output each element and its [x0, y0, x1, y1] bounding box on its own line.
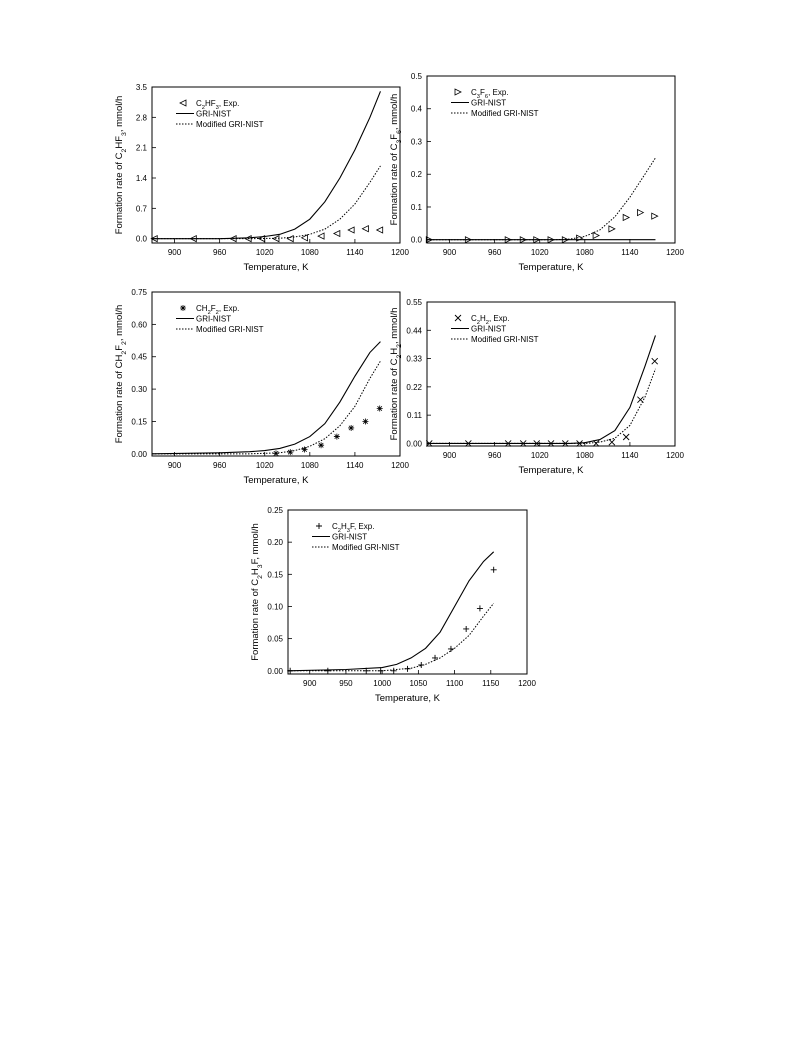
- data-point: [623, 434, 629, 440]
- data-point: [491, 567, 497, 573]
- subscript: 3: [215, 105, 219, 111]
- text-run: C: [471, 88, 477, 97]
- chart-panel-2: [389, 72, 684, 273]
- legend-marker: [455, 89, 461, 95]
- legend-label: Modified GRI-NIST: [196, 120, 264, 129]
- text-run: , Exp.: [488, 88, 509, 97]
- x-tick-label: 1020: [255, 461, 274, 470]
- y-tick-label: 2.1: [135, 143, 147, 153]
- legend: [176, 99, 264, 129]
- y-tick-label: 0.30: [131, 385, 147, 395]
- legend-label: Modified GRI-NIST: [471, 109, 539, 118]
- series-line-modified-gri-nist: [427, 369, 655, 444]
- x-tick-label: 1080: [575, 451, 594, 460]
- subscript: 2: [215, 310, 219, 316]
- text-run: F: [210, 304, 216, 313]
- x-tick-label: 1080: [575, 248, 594, 257]
- x-tick-label: 1140: [621, 451, 639, 460]
- subscript: 6: [484, 94, 489, 100]
- x-tick-label: 1140: [346, 248, 364, 257]
- x-tick-label: 1100: [445, 679, 464, 688]
- text-run: HF: [114, 135, 125, 149]
- series-line-modified-gri-nist: [152, 166, 380, 239]
- text-run: , mmol/h: [389, 93, 400, 131]
- text-run: HF: [204, 99, 216, 108]
- series-line-modified-gri-nist: [288, 603, 494, 671]
- text-run: H: [250, 568, 261, 576]
- text-run: Formation rate of C: [250, 578, 261, 661]
- x-tick-label: 1140: [346, 461, 364, 470]
- data-point: [432, 655, 438, 661]
- y-tick-label: 1.4: [135, 174, 147, 183]
- data-point: [287, 236, 293, 242]
- text-run: F: [479, 88, 485, 97]
- text-run: CH: [196, 304, 208, 313]
- text-run: , Exp.: [488, 314, 510, 323]
- series-line-gri-nist: [152, 342, 380, 454]
- subscript: 3: [395, 139, 403, 144]
- data-point: [318, 442, 324, 448]
- text-run: C: [471, 314, 477, 323]
- y-tick-label: 0.75: [131, 288, 147, 297]
- data-point: [318, 233, 324, 239]
- text-run: , Exp.: [218, 99, 240, 108]
- x-tick-label: 1200: [666, 248, 684, 257]
- y-tick-label: 0.11: [407, 411, 422, 421]
- data-point: [637, 210, 643, 216]
- data-point: [463, 626, 469, 632]
- data-point: [652, 358, 658, 364]
- chart-panel-4: [389, 298, 684, 476]
- y-tick-label: 0.20: [267, 538, 283, 548]
- series-line-gri-nist: [288, 552, 494, 671]
- plot-frame: [152, 87, 400, 243]
- x-tick-label: 960: [212, 248, 227, 257]
- y-tick-label: 0.25: [267, 506, 283, 515]
- x-tick-label: 950: [339, 679, 353, 688]
- y-tick-label: 0.00: [131, 449, 147, 459]
- plot-frame: [152, 292, 400, 456]
- data-point: [348, 425, 354, 431]
- data-point: [377, 227, 383, 233]
- subscript: 2: [476, 320, 480, 326]
- text-run: C: [196, 99, 202, 108]
- y-tick-label: 0.22: [406, 382, 422, 392]
- text-run: H: [479, 314, 486, 323]
- legend: [176, 304, 264, 334]
- text-run: F, Exp.: [349, 522, 375, 531]
- x-tick-label: 960: [487, 248, 502, 257]
- subscript: 2: [120, 350, 128, 355]
- plot-frame: [427, 76, 675, 243]
- text-run: Formation rate of C: [389, 358, 400, 441]
- subscript: 2: [395, 354, 403, 359]
- subscript: 2: [120, 148, 128, 153]
- x-axis-label: Temperature, K: [243, 262, 309, 273]
- legend-label: Modified GRI-NIST: [196, 325, 264, 334]
- legend-marker: [180, 305, 186, 311]
- text-run: , mmol/h: [389, 307, 400, 345]
- data-point: [334, 434, 340, 440]
- text-run: H: [340, 522, 347, 531]
- data-point: [377, 406, 383, 412]
- x-tick-label: 1200: [666, 451, 684, 460]
- subscript: 2: [201, 105, 205, 111]
- subscript: 3: [476, 94, 480, 100]
- x-tick-label: 900: [167, 248, 182, 257]
- x-tick-label: 1020: [530, 451, 549, 460]
- text-run: Formation rate of C: [114, 152, 125, 235]
- y-tick-label: 0.7: [135, 204, 147, 214]
- x-tick-label: 1150: [482, 679, 500, 688]
- y-tick-label: 0.15: [131, 417, 147, 427]
- data-point: [448, 646, 454, 652]
- text-run: , Exp.: [218, 304, 240, 313]
- data-point: [287, 449, 293, 455]
- text-run: , mmol/h: [114, 304, 125, 342]
- x-tick-label: 900: [303, 679, 317, 688]
- series-line-modified-gri-nist: [427, 158, 655, 240]
- x-tick-label: 1080: [300, 248, 319, 257]
- legend-marker: [455, 315, 461, 321]
- data-point: [623, 214, 629, 220]
- legend-label: Modified GRI-NIST: [332, 543, 400, 552]
- y-tick-label: 0.5: [410, 72, 422, 81]
- x-axis-label: Temperature, K: [243, 475, 309, 486]
- series-line-gri-nist: [427, 335, 655, 443]
- chart-panel-1: [114, 83, 409, 273]
- x-tick-label: 960: [212, 461, 227, 470]
- x-tick-label: 1080: [300, 461, 319, 470]
- y-tick-label: 0.45: [131, 352, 147, 362]
- y-tick-label: 2.8: [135, 113, 147, 123]
- legend-marker: [180, 100, 186, 106]
- text-run: Formation rate of CH: [114, 354, 125, 444]
- data-point: [273, 450, 279, 456]
- y-tick-label: 0.00: [267, 666, 283, 676]
- y-tick-label: 0.00: [406, 439, 422, 449]
- data-point: [477, 605, 483, 611]
- y-tick-label: 0.3: [410, 137, 422, 147]
- y-tick-label: 0.33: [406, 354, 422, 364]
- data-point: [391, 668, 397, 674]
- subscript: 2: [395, 344, 403, 348]
- data-point: [593, 232, 599, 238]
- series-line-modified-gri-nist: [152, 361, 380, 454]
- legend-label: GRI-NIST: [471, 324, 507, 334]
- data-point: [652, 213, 658, 219]
- x-tick-label: 1050: [409, 679, 428, 688]
- legend-label: GRI-NIST: [332, 532, 368, 542]
- subscript: 6: [395, 130, 403, 134]
- x-tick-label: 900: [442, 248, 457, 257]
- y-tick-label: 0.15: [267, 570, 283, 580]
- data-point: [334, 230, 340, 236]
- data-point: [362, 418, 368, 424]
- y-tick-label: 0.1: [410, 202, 422, 212]
- legend-label: GRI-NIST: [196, 314, 232, 324]
- x-tick-label: 1020: [530, 248, 549, 257]
- y-tick-label: 0.4: [410, 104, 422, 114]
- subscript: 3: [256, 564, 264, 569]
- x-axis-label: Temperature, K: [518, 262, 584, 273]
- text-run: Formation rate of C: [389, 143, 400, 226]
- text-run: F: [389, 133, 400, 140]
- text-run: F, mmol/h: [250, 523, 261, 565]
- data-point: [609, 226, 615, 232]
- y-tick-label: 3.5: [135, 83, 147, 92]
- x-tick-label: 1000: [373, 679, 392, 688]
- y-tick-label: 0.60: [131, 320, 147, 330]
- y-tick-label: 0.2: [410, 170, 422, 180]
- x-tick-label: 1200: [391, 461, 409, 470]
- y-tick-label: 0.0: [135, 234, 147, 244]
- legend-label: GRI-NIST: [471, 98, 507, 108]
- chart-panel-5: [250, 506, 536, 704]
- x-tick-label: 1200: [518, 679, 536, 688]
- x-tick-label: 1020: [255, 248, 274, 257]
- y-tick-label: 0.05: [267, 634, 283, 644]
- text-run: C: [332, 522, 338, 531]
- y-axis-label: [114, 96, 128, 235]
- x-tick-label: 900: [442, 451, 457, 460]
- legend-label: Modified GRI-NIST: [471, 335, 539, 344]
- subscript: 2: [485, 320, 489, 326]
- x-tick-label: 960: [487, 451, 502, 460]
- subscript: 3: [120, 132, 128, 136]
- subscript: 2: [256, 575, 264, 579]
- subscript: 2: [207, 310, 211, 316]
- y-tick-label: 0.0: [410, 235, 422, 245]
- text-run: H: [389, 347, 400, 355]
- y-tick-label: 0.10: [267, 602, 283, 612]
- data-point: [348, 227, 354, 233]
- y-tick-label: 0.44: [406, 326, 422, 336]
- y-tick-label: 0.55: [406, 298, 422, 307]
- text-run: F: [114, 344, 125, 351]
- plot-frame: [427, 302, 675, 446]
- y-axis-label: [114, 305, 128, 444]
- x-axis-label: Temperature, K: [375, 693, 440, 704]
- y-axis-label: [250, 523, 264, 661]
- chart-panel-3: [114, 288, 409, 486]
- legend-marker: [316, 523, 322, 529]
- legend: [451, 88, 539, 118]
- x-axis-label: Temperature, K: [518, 465, 584, 476]
- legend: [451, 314, 539, 344]
- subscript: 3: [346, 528, 350, 534]
- subscript: 2: [120, 341, 128, 345]
- x-tick-label: 1200: [391, 248, 409, 257]
- text-run: , mmol/h: [114, 95, 125, 133]
- x-tick-label: 900: [167, 461, 182, 470]
- legend: [312, 522, 400, 552]
- subscript: 2: [337, 528, 341, 534]
- x-tick-label: 1140: [621, 248, 639, 257]
- plot-frame: [288, 510, 527, 674]
- legend-label: GRI-NIST: [196, 109, 232, 119]
- data-point: [362, 226, 368, 232]
